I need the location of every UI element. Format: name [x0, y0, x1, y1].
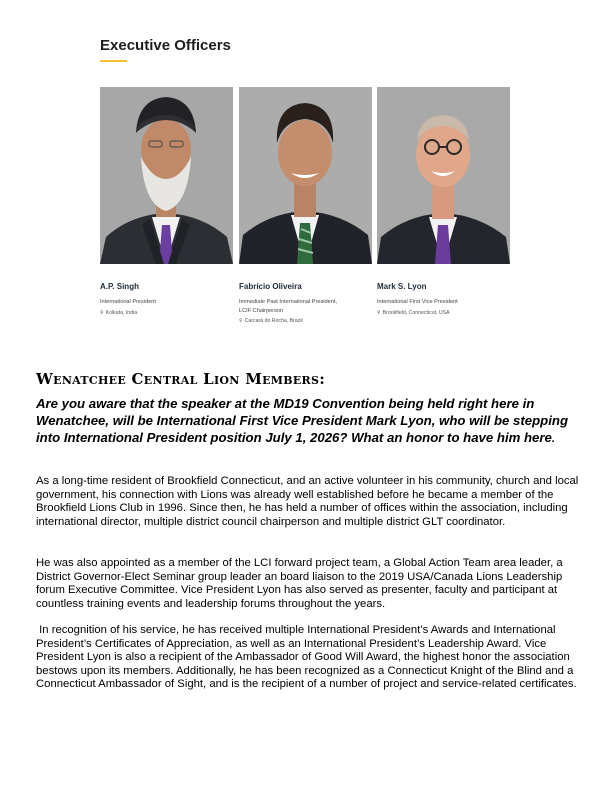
officer-caption-singh: [100, 282, 233, 317]
location-pin-icon: ⚲: [377, 309, 381, 316]
body-paragraph-2: He was also appointed as a member of the LCI forward project team, a Global Action Team area leader, a District Governor-Elect Seminar group leader an board liaison to the 2019 USA/Canada Lions Leadership forum Executive Committee. Vice President Lyon has also served as presenter, faculty and participant at countless training events and leadership forums throughout the years.: [36, 557, 563, 610]
location-pin-icon: ⚲: [239, 318, 243, 325]
officer-role-line1: Immediate Past International President,: [239, 299, 337, 305]
officer-photo-singh: [100, 87, 233, 264]
officer-name: Fabrício Oliveira: [239, 282, 302, 291]
officer-location: ⚲ Brookfield, Connecticut, USA: [377, 309, 450, 316]
body-paragraph-1: As a long-time resident of Brookfield Connecticut, and an active volunteer in his community, church and local government, his connection with Lions was already well established before he became a member of the Brookfield Lions Club in 1996. Since then, he has held a number of offices within the association, including international director, multiple district council chairperson and multiple district GLT coordinator.: [36, 475, 579, 528]
title-accent-underline: [100, 60, 127, 62]
officer-photo-lyon: [377, 87, 510, 264]
officer-role: International First Vice President: [377, 299, 458, 305]
officer-name: Mark S. Lyon: [377, 282, 427, 291]
members-heading: Wenatchee Central Lion Members:: [36, 370, 326, 388]
officer-role: International President: [100, 299, 156, 305]
body-paragraph-3: In recognition of his service, he has received multiple International President’s Awards and International President’s Certificates of Appreciation, as well as an International President’s Leadership Award. Vice President Lyon is also a recipient of the Ambassador of Good Will Award, the highest honor the association bestows upon its members. Additionally, he has been recognized as a Connecticut Knight of the Blind and a Connecticut Ambassador of Sight, and is the recipient of a number of project and service-related certificates.: [36, 624, 577, 691]
officer-caption-oliveira: [239, 282, 372, 325]
officer-role-line2: LCIF Chairperson: [239, 307, 284, 314]
officer-name: A.P. Singh: [100, 282, 139, 291]
officer-caption-lyon: [377, 282, 510, 317]
officer-location: ⚲ Carcará do Rocha, Brazil: [239, 318, 303, 325]
officer-photo-oliveira: [239, 87, 372, 264]
lead-question: Are you aware that the speaker at the MD19 Convention being held right here in Wenatchee, will be International First Vice President Mark Lyon, who will be stepping into International President position July 1, 2026? What an honor to have him here.: [36, 396, 569, 445]
executive-officers-title: Executive Officers: [100, 37, 231, 54]
location-pin-icon: ⚲: [100, 309, 104, 316]
officer-location: ⚲ Kolkata, India: [100, 309, 138, 316]
